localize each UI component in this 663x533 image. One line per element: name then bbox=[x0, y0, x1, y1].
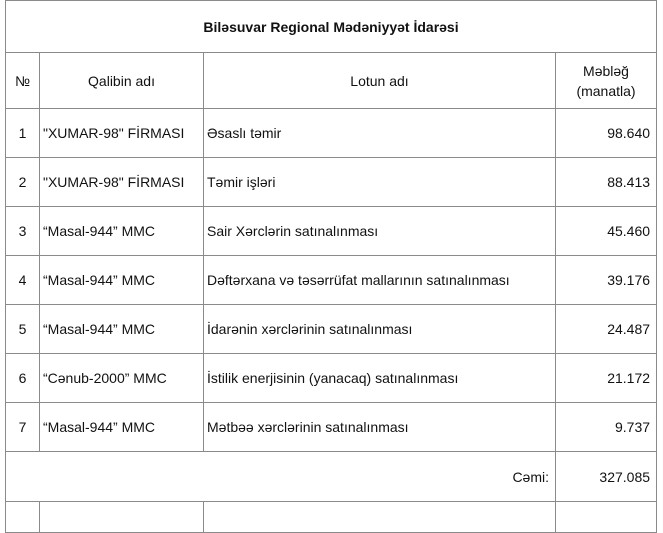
row-number: 1 bbox=[6, 109, 40, 158]
header-amount-line2: (manatla) bbox=[576, 82, 636, 99]
row-template-name: “Masal-944” MMC bbox=[40, 256, 204, 305]
total-label: Cəmi: bbox=[6, 452, 556, 502]
header-row bbox=[6, 53, 657, 109]
row-amount: 24.487 bbox=[556, 305, 657, 354]
table-row bbox=[6, 403, 657, 452]
table-row bbox=[6, 158, 657, 207]
row-number: 6 bbox=[6, 354, 40, 403]
document bbox=[5, 0, 656, 533]
row-number: 3 bbox=[6, 207, 40, 256]
row-amount: 39.176 bbox=[556, 256, 657, 305]
row-lot-name: İstilik enerjisinin (yanacaq) satınalınması bbox=[204, 354, 556, 403]
row-lot-name: Dəftərxana və təsərrüfat mallarının satınalınması bbox=[204, 256, 556, 305]
header-template-name: Qalibin adı bbox=[40, 53, 204, 109]
header-amount-line1: Məbləğ bbox=[583, 62, 629, 79]
row-amount: 21.172 bbox=[556, 354, 657, 403]
title-row bbox=[6, 1, 657, 53]
row-template-name: “Masal-944” MMC bbox=[40, 403, 204, 452]
header-number: № bbox=[6, 53, 40, 109]
row-number: 2 bbox=[6, 158, 40, 207]
row-number: 7 bbox=[6, 403, 40, 452]
row-lot-name: İdarənin xərclərinin satınalınması bbox=[204, 305, 556, 354]
row-lot-name: Mətbəə xərclərinin satınalınması bbox=[204, 403, 556, 452]
row-amount: 98.640 bbox=[556, 109, 657, 158]
row-template-name: "XUMAR-98" FİRMASI bbox=[40, 158, 204, 207]
total-amount: 327.085 bbox=[556, 452, 657, 502]
row-number: 5 bbox=[6, 305, 40, 354]
table-row bbox=[6, 354, 657, 403]
row-amount: 9.737 bbox=[556, 403, 657, 452]
total-row bbox=[6, 452, 657, 502]
row-template-name: “Cənub-2000” MMC bbox=[40, 354, 204, 403]
header-amount bbox=[556, 53, 657, 109]
row-amount: 45.460 bbox=[556, 207, 657, 256]
table-row bbox=[6, 109, 657, 158]
table-row bbox=[6, 305, 657, 354]
row-number: 4 bbox=[6, 256, 40, 305]
row-lot-name: Əsaslı təmir bbox=[204, 109, 556, 158]
row-template-name: “Masal-944” MMC bbox=[40, 305, 204, 354]
table-row bbox=[6, 207, 657, 256]
row-lot-name: Təmir işləri bbox=[204, 158, 556, 207]
procurement-table bbox=[5, 0, 657, 533]
document-title: Biləsuvar Regional Mədəniyyət İdarəsi bbox=[6, 1, 657, 53]
row-amount: 88.413 bbox=[556, 158, 657, 207]
row-template-name: “Masal-944” MMC bbox=[40, 207, 204, 256]
row-template-name: "XUMAR-98" FİRMASI bbox=[40, 109, 204, 158]
table-row bbox=[6, 256, 657, 305]
row-lot-name: Sair Xərclərin satınalınması bbox=[204, 207, 556, 256]
header-lot-name: Lotun adı bbox=[204, 53, 556, 109]
